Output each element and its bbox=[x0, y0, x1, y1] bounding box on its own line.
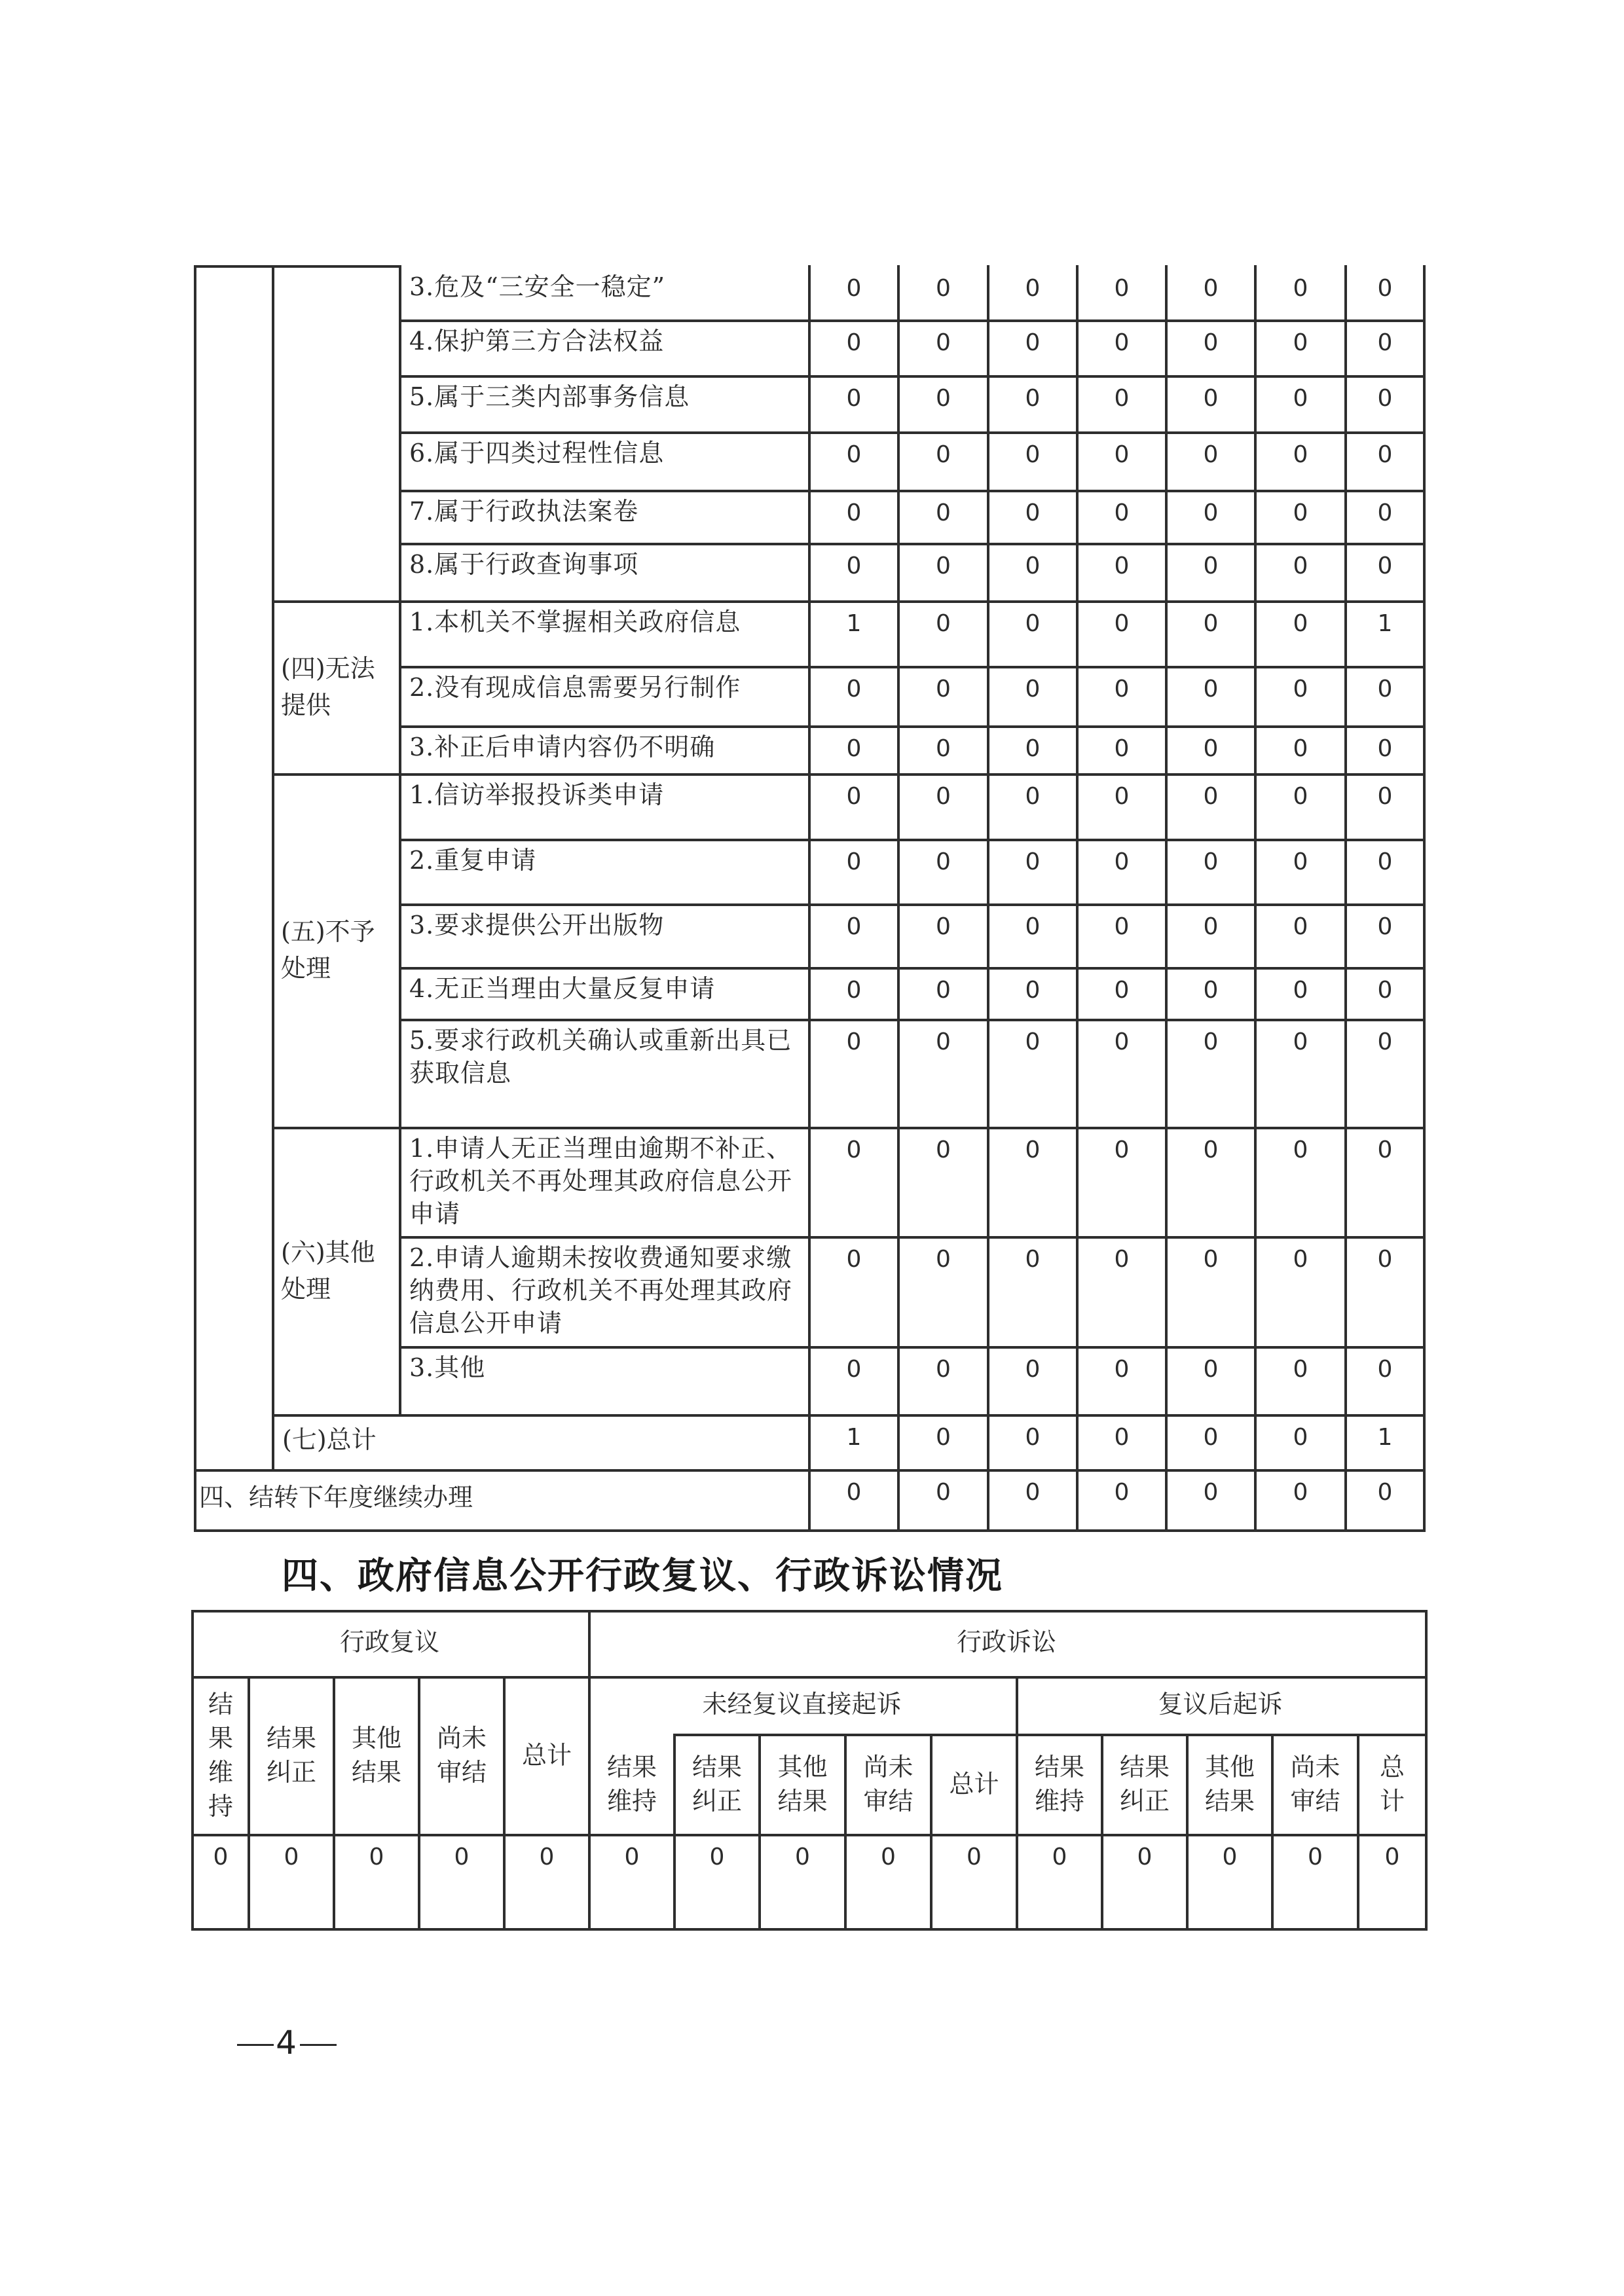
row-value: 0 bbox=[1025, 275, 1041, 302]
row-value: 0 bbox=[846, 977, 862, 1004]
row-value: 0 bbox=[1377, 1029, 1393, 1055]
row-value: 0 bbox=[936, 783, 951, 810]
row-value: 0 bbox=[1114, 783, 1130, 810]
row-divider bbox=[194, 1469, 1426, 1472]
row-value: 0 bbox=[1203, 1356, 1219, 1383]
admin-review-column-header: 尚未审结 bbox=[436, 1723, 487, 1787]
row-value: 0 bbox=[1025, 848, 1041, 875]
row-value: 0 bbox=[936, 275, 951, 302]
row-value: 0 bbox=[1025, 676, 1041, 702]
row-value: 0 bbox=[1377, 913, 1393, 940]
carryover-value: 0 bbox=[1377, 1479, 1393, 1506]
row-value: 0 bbox=[1377, 329, 1393, 356]
row-value: 0 bbox=[846, 848, 862, 875]
direct-suit-column-header: 结果维持 bbox=[606, 1752, 657, 1815]
row-divider bbox=[399, 967, 1426, 970]
row-value: 0 bbox=[1025, 610, 1041, 637]
row-value: 0 bbox=[1203, 1029, 1219, 1055]
row-value: 0 bbox=[1377, 977, 1393, 1004]
row-value: 0 bbox=[846, 735, 862, 762]
table-border-bottom bbox=[191, 1928, 1428, 1931]
row-value: 0 bbox=[1203, 441, 1219, 468]
row-value: 0 bbox=[936, 329, 951, 356]
after-review-header: 复议后起诉 bbox=[1158, 1690, 1283, 1719]
row-value: 0 bbox=[1203, 977, 1219, 1004]
row-value: 0 bbox=[1114, 676, 1130, 702]
row-value: 0 bbox=[936, 848, 951, 875]
row-label: 5.属于三类内部事务信息 bbox=[409, 382, 690, 411]
review-value: 0 bbox=[624, 1844, 640, 1870]
row-value: 0 bbox=[1025, 913, 1041, 940]
row-divider bbox=[272, 1414, 1426, 1417]
row-value: 0 bbox=[1114, 1137, 1130, 1163]
row-value: 0 bbox=[1293, 275, 1308, 302]
row-value: 0 bbox=[846, 783, 862, 810]
review-value: 0 bbox=[709, 1844, 725, 1870]
row-value: 0 bbox=[936, 735, 951, 762]
row-value: 0 bbox=[936, 913, 951, 940]
row-label: 6.属于四类过程性信息 bbox=[409, 439, 665, 467]
row-label: 3.要求提供公开出版物 bbox=[409, 911, 665, 939]
carryover-value: 0 bbox=[1293, 1479, 1308, 1506]
row-value: 0 bbox=[846, 553, 862, 579]
row-value: 0 bbox=[1293, 913, 1308, 940]
row-value: 0 bbox=[1377, 783, 1393, 810]
row-value: 0 bbox=[1203, 848, 1219, 875]
row-value: 0 bbox=[1025, 1137, 1041, 1163]
admin-litigation-header: 行政诉讼 bbox=[956, 1628, 1056, 1656]
row-value: 0 bbox=[1025, 735, 1041, 762]
row-value: 0 bbox=[1377, 1137, 1393, 1163]
row-value: 0 bbox=[1293, 553, 1308, 579]
row-value: 0 bbox=[1203, 275, 1219, 302]
direct-suit-column-header: 其他结果 bbox=[777, 1752, 828, 1815]
row-value: 0 bbox=[936, 500, 951, 526]
row-value: 0 bbox=[1114, 1356, 1130, 1383]
table-border-right bbox=[1423, 265, 1426, 1532]
direct-suit-column-header: 总计 bbox=[949, 1769, 999, 1798]
row-value: 0 bbox=[936, 676, 951, 702]
row-value: 0 bbox=[936, 1356, 951, 1383]
row-divider bbox=[191, 1834, 1428, 1836]
row-value: 0 bbox=[1377, 1246, 1393, 1273]
row-value: 0 bbox=[1114, 610, 1130, 637]
row-value: 0 bbox=[1114, 848, 1130, 875]
review-value: 0 bbox=[1384, 1844, 1400, 1870]
row-divider bbox=[399, 1346, 1426, 1349]
row-value: 0 bbox=[936, 977, 951, 1004]
row-label: 1.信访举报投诉类申请 bbox=[409, 780, 665, 809]
row-value: 0 bbox=[1377, 553, 1393, 579]
row-divider bbox=[399, 725, 1426, 728]
row-value: 0 bbox=[1114, 1029, 1130, 1055]
total-value: 0 bbox=[1114, 1424, 1130, 1451]
row-value: 0 bbox=[846, 1029, 862, 1055]
row-value: 0 bbox=[1203, 676, 1219, 702]
page-number-dash-right bbox=[300, 2044, 337, 2046]
row-value: 0 bbox=[1203, 913, 1219, 940]
row-value: 0 bbox=[1293, 783, 1308, 810]
row-value: 0 bbox=[1293, 735, 1308, 762]
admin-review-column-header: 其他结果 bbox=[351, 1723, 401, 1787]
row-value: 0 bbox=[1114, 735, 1130, 762]
row-value: 1 bbox=[846, 610, 862, 637]
row-value: 0 bbox=[1203, 1137, 1219, 1163]
row-value: 0 bbox=[1293, 329, 1308, 356]
review-value: 0 bbox=[1052, 1844, 1067, 1870]
row-divider bbox=[399, 666, 1426, 668]
row-value: 0 bbox=[1377, 735, 1393, 762]
row-label: 7.属于行政执法案卷 bbox=[409, 497, 639, 526]
total-value: 0 bbox=[936, 1424, 951, 1451]
row-value: 0 bbox=[1377, 848, 1393, 875]
row-divider bbox=[272, 773, 1426, 776]
row-value: 0 bbox=[1293, 1137, 1308, 1163]
total-value: 0 bbox=[1025, 1424, 1041, 1451]
row-value: 0 bbox=[846, 913, 862, 940]
row-value: 0 bbox=[1025, 441, 1041, 468]
row-value: 0 bbox=[1025, 553, 1041, 579]
group-label: (四)无法提供 bbox=[281, 654, 375, 720]
row-label: 2.申请人逾期未按收费通知要求缴纳费用、行政机关不再处理其政府信息公开申请 bbox=[409, 1243, 793, 1338]
page-number-dash-left bbox=[237, 2044, 274, 2046]
row-value: 0 bbox=[1377, 275, 1393, 302]
after-review-column-header: 总计 bbox=[1379, 1752, 1405, 1815]
row-value: 0 bbox=[1293, 1029, 1308, 1055]
row-value: 0 bbox=[1377, 385, 1393, 412]
row-value: 0 bbox=[846, 441, 862, 468]
row-label: 4.无正当理由大量反复申请 bbox=[409, 974, 716, 1003]
row-value: 0 bbox=[1203, 385, 1219, 412]
direct-suit-header: 未经复议直接起诉 bbox=[702, 1690, 902, 1719]
row-divider bbox=[399, 543, 1426, 545]
table-border-left bbox=[194, 265, 196, 1532]
row-value: 0 bbox=[846, 329, 862, 356]
carryover-value: 0 bbox=[846, 1479, 862, 1506]
review-value: 0 bbox=[967, 1844, 982, 1870]
row-value: 0 bbox=[1293, 676, 1308, 702]
row-value: 0 bbox=[936, 1029, 951, 1055]
total-value: 1 bbox=[1377, 1424, 1393, 1451]
total-value: 0 bbox=[1293, 1424, 1308, 1451]
review-value: 0 bbox=[369, 1844, 384, 1870]
row-value: 0 bbox=[1114, 275, 1130, 302]
row-label: 1.申请人无正当理由逾期不补正、行政机关不再处理其政府信息公开申请 bbox=[409, 1134, 793, 1228]
row-value: 0 bbox=[846, 1356, 862, 1383]
total-row-label: (七)总计 bbox=[282, 1425, 377, 1454]
page-number-value: 4 bbox=[276, 2024, 297, 2062]
carryover-value: 0 bbox=[1025, 1479, 1041, 1506]
section-heading: 四、政府信息公开行政复议、行政诉讼情况 bbox=[282, 1555, 1003, 1597]
row-value: 0 bbox=[1203, 1246, 1219, 1273]
carryover-row-label: 四、结转下年度继续办理 bbox=[199, 1483, 473, 1512]
table-border-top bbox=[191, 1610, 1428, 1613]
group-label: (六)其他处理 bbox=[281, 1237, 375, 1303]
after-review-column-header: 结果维持 bbox=[1034, 1752, 1084, 1815]
total-value: 0 bbox=[1203, 1424, 1219, 1451]
row-divider bbox=[399, 839, 1426, 841]
row-value: 0 bbox=[1293, 977, 1308, 1004]
row-value: 0 bbox=[846, 1137, 862, 1163]
row-label: 1.本机关不掌握相关政府信息 bbox=[409, 608, 741, 636]
review-value: 0 bbox=[1222, 1844, 1238, 1870]
table-border-top bbox=[194, 265, 401, 268]
row-value: 0 bbox=[1377, 441, 1393, 468]
row-value: 0 bbox=[1114, 329, 1130, 356]
row-value: 0 bbox=[1025, 1029, 1041, 1055]
row-value: 0 bbox=[1203, 783, 1219, 810]
review-value: 0 bbox=[284, 1844, 299, 1870]
row-value: 0 bbox=[1025, 1246, 1041, 1273]
carryover-value: 0 bbox=[1114, 1479, 1130, 1506]
row-value: 0 bbox=[1293, 1356, 1308, 1383]
row-value: 0 bbox=[936, 553, 951, 579]
row-value: 0 bbox=[1293, 1246, 1308, 1273]
page-number bbox=[237, 2024, 337, 2061]
review-value: 0 bbox=[213, 1844, 229, 1870]
row-value: 0 bbox=[1025, 500, 1041, 526]
table-border-right bbox=[1425, 1610, 1428, 1931]
row-value: 0 bbox=[1377, 1356, 1393, 1383]
after-review-column-header: 其他结果 bbox=[1204, 1752, 1255, 1815]
row-value: 0 bbox=[1377, 500, 1393, 526]
after-review-column-header: 尚未审结 bbox=[1290, 1752, 1340, 1815]
column-divider bbox=[272, 265, 274, 1469]
row-value: 0 bbox=[936, 441, 951, 468]
row-value: 0 bbox=[1114, 913, 1130, 940]
row-value: 0 bbox=[1203, 553, 1219, 579]
row-value: 0 bbox=[846, 676, 862, 702]
row-label: 5.要求行政机关确认或重新出具已获取信息 bbox=[409, 1026, 792, 1087]
row-label: 4.保护第三方合法权益 bbox=[409, 327, 665, 355]
row-value: 0 bbox=[1025, 385, 1041, 412]
row-divider bbox=[399, 903, 1426, 906]
row-value: 0 bbox=[1293, 848, 1308, 875]
row-value: 0 bbox=[1114, 977, 1130, 1004]
row-label: 2.重复申请 bbox=[409, 846, 537, 875]
row-value: 0 bbox=[1025, 1356, 1041, 1383]
row-label: 2.没有现成信息需要另行制作 bbox=[409, 673, 741, 702]
row-value: 0 bbox=[1377, 676, 1393, 702]
row-value: 0 bbox=[1114, 385, 1130, 412]
row-value: 0 bbox=[1025, 329, 1041, 356]
admin-review-column-header: 总计 bbox=[521, 1740, 572, 1770]
row-label: 3.补正后申请内容仍不明确 bbox=[409, 733, 716, 761]
review-value: 0 bbox=[795, 1844, 810, 1870]
after-review-column-header: 结果纠正 bbox=[1119, 1752, 1170, 1815]
row-value: 0 bbox=[1114, 553, 1130, 579]
review-value: 0 bbox=[454, 1844, 470, 1870]
row-value: 0 bbox=[846, 275, 862, 302]
row-value: 0 bbox=[1203, 735, 1219, 762]
row-divider bbox=[399, 1019, 1426, 1021]
row-value: 0 bbox=[1293, 610, 1308, 637]
row-label: 3.危及“三安全一稳定” bbox=[409, 272, 666, 301]
row-divider bbox=[272, 600, 1426, 603]
table-border-bottom bbox=[194, 1529, 1426, 1532]
row-label: 8.属于行政查询事项 bbox=[409, 550, 639, 579]
admin-review-column-header: 结果纠正 bbox=[266, 1723, 316, 1787]
carryover-value: 0 bbox=[936, 1479, 951, 1506]
row-divider bbox=[399, 431, 1426, 434]
row-value: 0 bbox=[1293, 385, 1308, 412]
row-value: 0 bbox=[1203, 610, 1219, 637]
row-value: 0 bbox=[936, 1137, 951, 1163]
row-value: 0 bbox=[1293, 441, 1308, 468]
direct-suit-column-header: 尚未审结 bbox=[863, 1752, 913, 1815]
row-value: 0 bbox=[1293, 500, 1308, 526]
row-value: 0 bbox=[1203, 500, 1219, 526]
review-value: 0 bbox=[881, 1844, 896, 1870]
review-value: 0 bbox=[1137, 1844, 1153, 1870]
row-value: 0 bbox=[1114, 1246, 1130, 1273]
review-value: 0 bbox=[539, 1844, 555, 1870]
review-value: 0 bbox=[1308, 1844, 1323, 1870]
direct-suit-column-header: 结果纠正 bbox=[692, 1752, 742, 1815]
row-value: 0 bbox=[846, 1246, 862, 1273]
row-value: 0 bbox=[1025, 783, 1041, 810]
row-value: 0 bbox=[936, 385, 951, 412]
row-divider bbox=[399, 1236, 1426, 1239]
admin-review-column-header: 结果维持 bbox=[208, 1689, 233, 1821]
row-value: 0 bbox=[1025, 977, 1041, 1004]
row-value: 0 bbox=[846, 500, 862, 526]
group-label: (五)不予处理 bbox=[281, 917, 375, 983]
row-divider bbox=[272, 1127, 1426, 1129]
total-value: 1 bbox=[846, 1424, 862, 1451]
row-divider bbox=[399, 375, 1426, 378]
row-divider bbox=[399, 319, 1426, 322]
row-value: 0 bbox=[846, 385, 862, 412]
admin-review-header: 行政复议 bbox=[339, 1628, 439, 1656]
row-value: 0 bbox=[1203, 329, 1219, 356]
row-value: 0 bbox=[936, 1246, 951, 1273]
row-label: 3.其他 bbox=[409, 1353, 486, 1382]
row-value: 0 bbox=[1114, 441, 1130, 468]
carryover-value: 0 bbox=[1203, 1479, 1219, 1506]
row-value: 1 bbox=[1377, 610, 1393, 637]
row-value: 0 bbox=[936, 610, 951, 637]
row-value: 0 bbox=[1114, 500, 1130, 526]
row-divider bbox=[399, 490, 1426, 492]
